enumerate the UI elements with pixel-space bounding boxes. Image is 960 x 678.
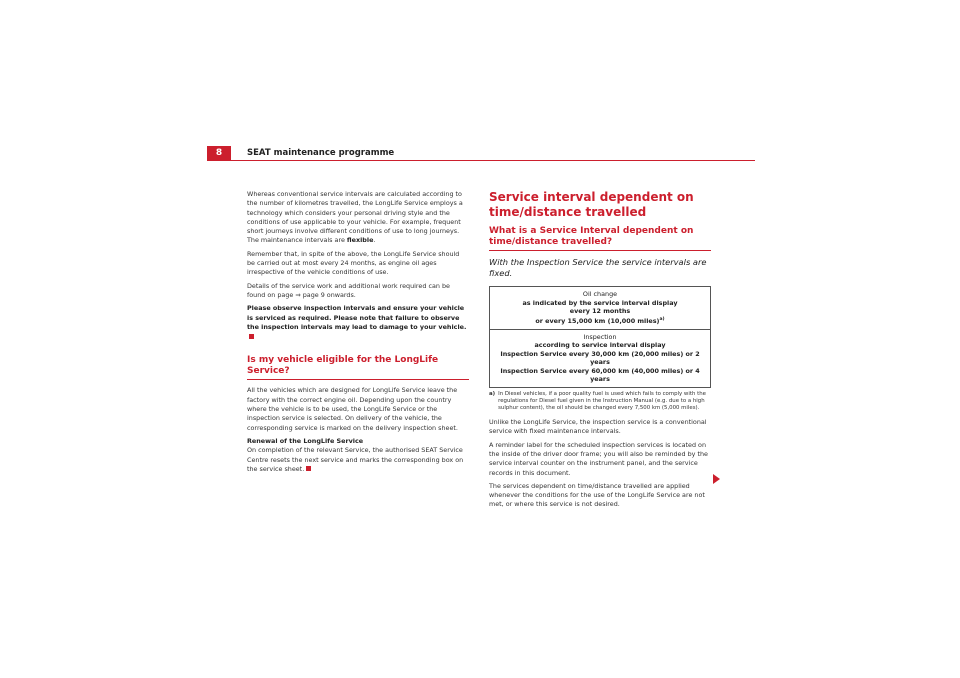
page-number-badge: 8 — [207, 146, 231, 160]
renewal-title: Renewal of the LongLife Service — [247, 436, 364, 445]
inspection-line-1: according to service interval display — [534, 341, 666, 350]
renewal-text: On completion of the relevant Service, the authorised SEAT Service Centre resets the next service and marks the corresponding box on the service sheet. — [247, 446, 464, 473]
paragraph-renewal — [247, 446, 469, 474]
footnote-reference[interactable]: a) — [659, 316, 665, 322]
inspection-cell — [490, 329, 710, 388]
oil-change-line-3-text: or every 15,000 km (10,000 miles) — [535, 316, 660, 325]
paragraph-eligibility: All the vehicles which are designed for LongLife Service leave the factory with the correct engine oil. Depending upon the country where the vehicle is to be used, the LongLife Service or the inspection service is selected. On delivery of the vehicle, the corresponding service is marked on the delivery inspection sheet. — [247, 386, 458, 432]
end-of-section-icon — [306, 466, 311, 471]
next-page-arrow-icon[interactable] — [713, 474, 720, 484]
oil-change-line-3 — [492, 316, 708, 326]
eligibility-heading: Is my vehicle eligible for the LongLife Service? — [247, 355, 469, 380]
header-divider — [207, 160, 755, 161]
paragraph-warning — [247, 304, 469, 341]
table-footnote — [489, 391, 711, 412]
section-title: Service interval dependent on time/distance travelled — [489, 190, 694, 219]
flexible-emphasis: flexible — [346, 236, 374, 245]
paragraph-service-intervals — [247, 190, 469, 246]
running-header-title: SEAT maintenance programme — [247, 148, 395, 158]
p1-end: . — [373, 236, 376, 245]
inspection-title: Inspection — [583, 332, 617, 341]
warning-text: Please observe inspection intervals and ensure your vehicle is serviced as required. Please note that failure to observe the inspection intervals may lead to damage to your vehicle. — [247, 304, 467, 331]
inspection-line-2: Inspection Service every 30,000 km (20,000 miles) or 2 years — [500, 349, 700, 367]
oil-change-line-2: every 12 months — [569, 307, 631, 316]
paragraph-24-months: Remember that, in spite of the above, the LongLife Service should be carried out at most every 24 months, as engine oil ages irrespective of the vehicle conditions of use. — [247, 249, 460, 277]
right-column — [489, 190, 711, 514]
inspection-line-3: Inspection Service every 60,000 km (40,000 miles) or 4 years — [500, 366, 700, 384]
section-intro: With the Inspection Service the service intervals are fixed. — [489, 257, 707, 278]
paragraph-when-applied: The services dependent on time/distance travelled are applied whenever the conditions for the use of the LongLife Service are not met, or where this service is not desired. — [489, 481, 705, 509]
oil-change-cell — [490, 287, 710, 329]
paragraph-details-link[interactable]: Details of the service work and additional work required can be found on page ⇒ page 9 onwards. — [247, 281, 450, 299]
footnote-text: In Diesel vehicles, if a poor quality fuel is used which fails to comply with the regulations for Diesel fuel given in the Instruction Manual (e.g. due to a high sulphur content), the oil should be changed every 7,500 km (5,000 miles). — [498, 391, 706, 412]
paragraph-reminder-label: A reminder label for the scheduled inspection services is located on the inside of the driver door frame; you will also be reminded by the service interval counter on the instrument panel, and the service records in this document. — [489, 440, 708, 477]
end-of-section-icon — [249, 334, 254, 339]
paragraph-conventional: Unlike the LongLife Service, the inspection service is a conventional service with fixed maintenance intervals. — [489, 418, 707, 436]
p1-text: Whereas conventional service intervals are calculated according to the number of kilometres travelled, the LongLife Service employs a technology which considers your personal driving style and the conditions of use applicable to your vehicle. For example, frequent short journeys involve different conditions of use to long journeys. The maintenance intervals are — [247, 190, 463, 245]
service-interval-table — [489, 286, 711, 388]
left-column — [247, 190, 469, 478]
footnote-mark: a) — [489, 391, 496, 398]
oil-change-title: Oil change — [582, 290, 618, 298]
section-subheading: What is a Service Interval dependent on time/distance travelled? — [489, 226, 711, 251]
oil-change-line-1: as indicated by the service interval display — [522, 298, 678, 307]
